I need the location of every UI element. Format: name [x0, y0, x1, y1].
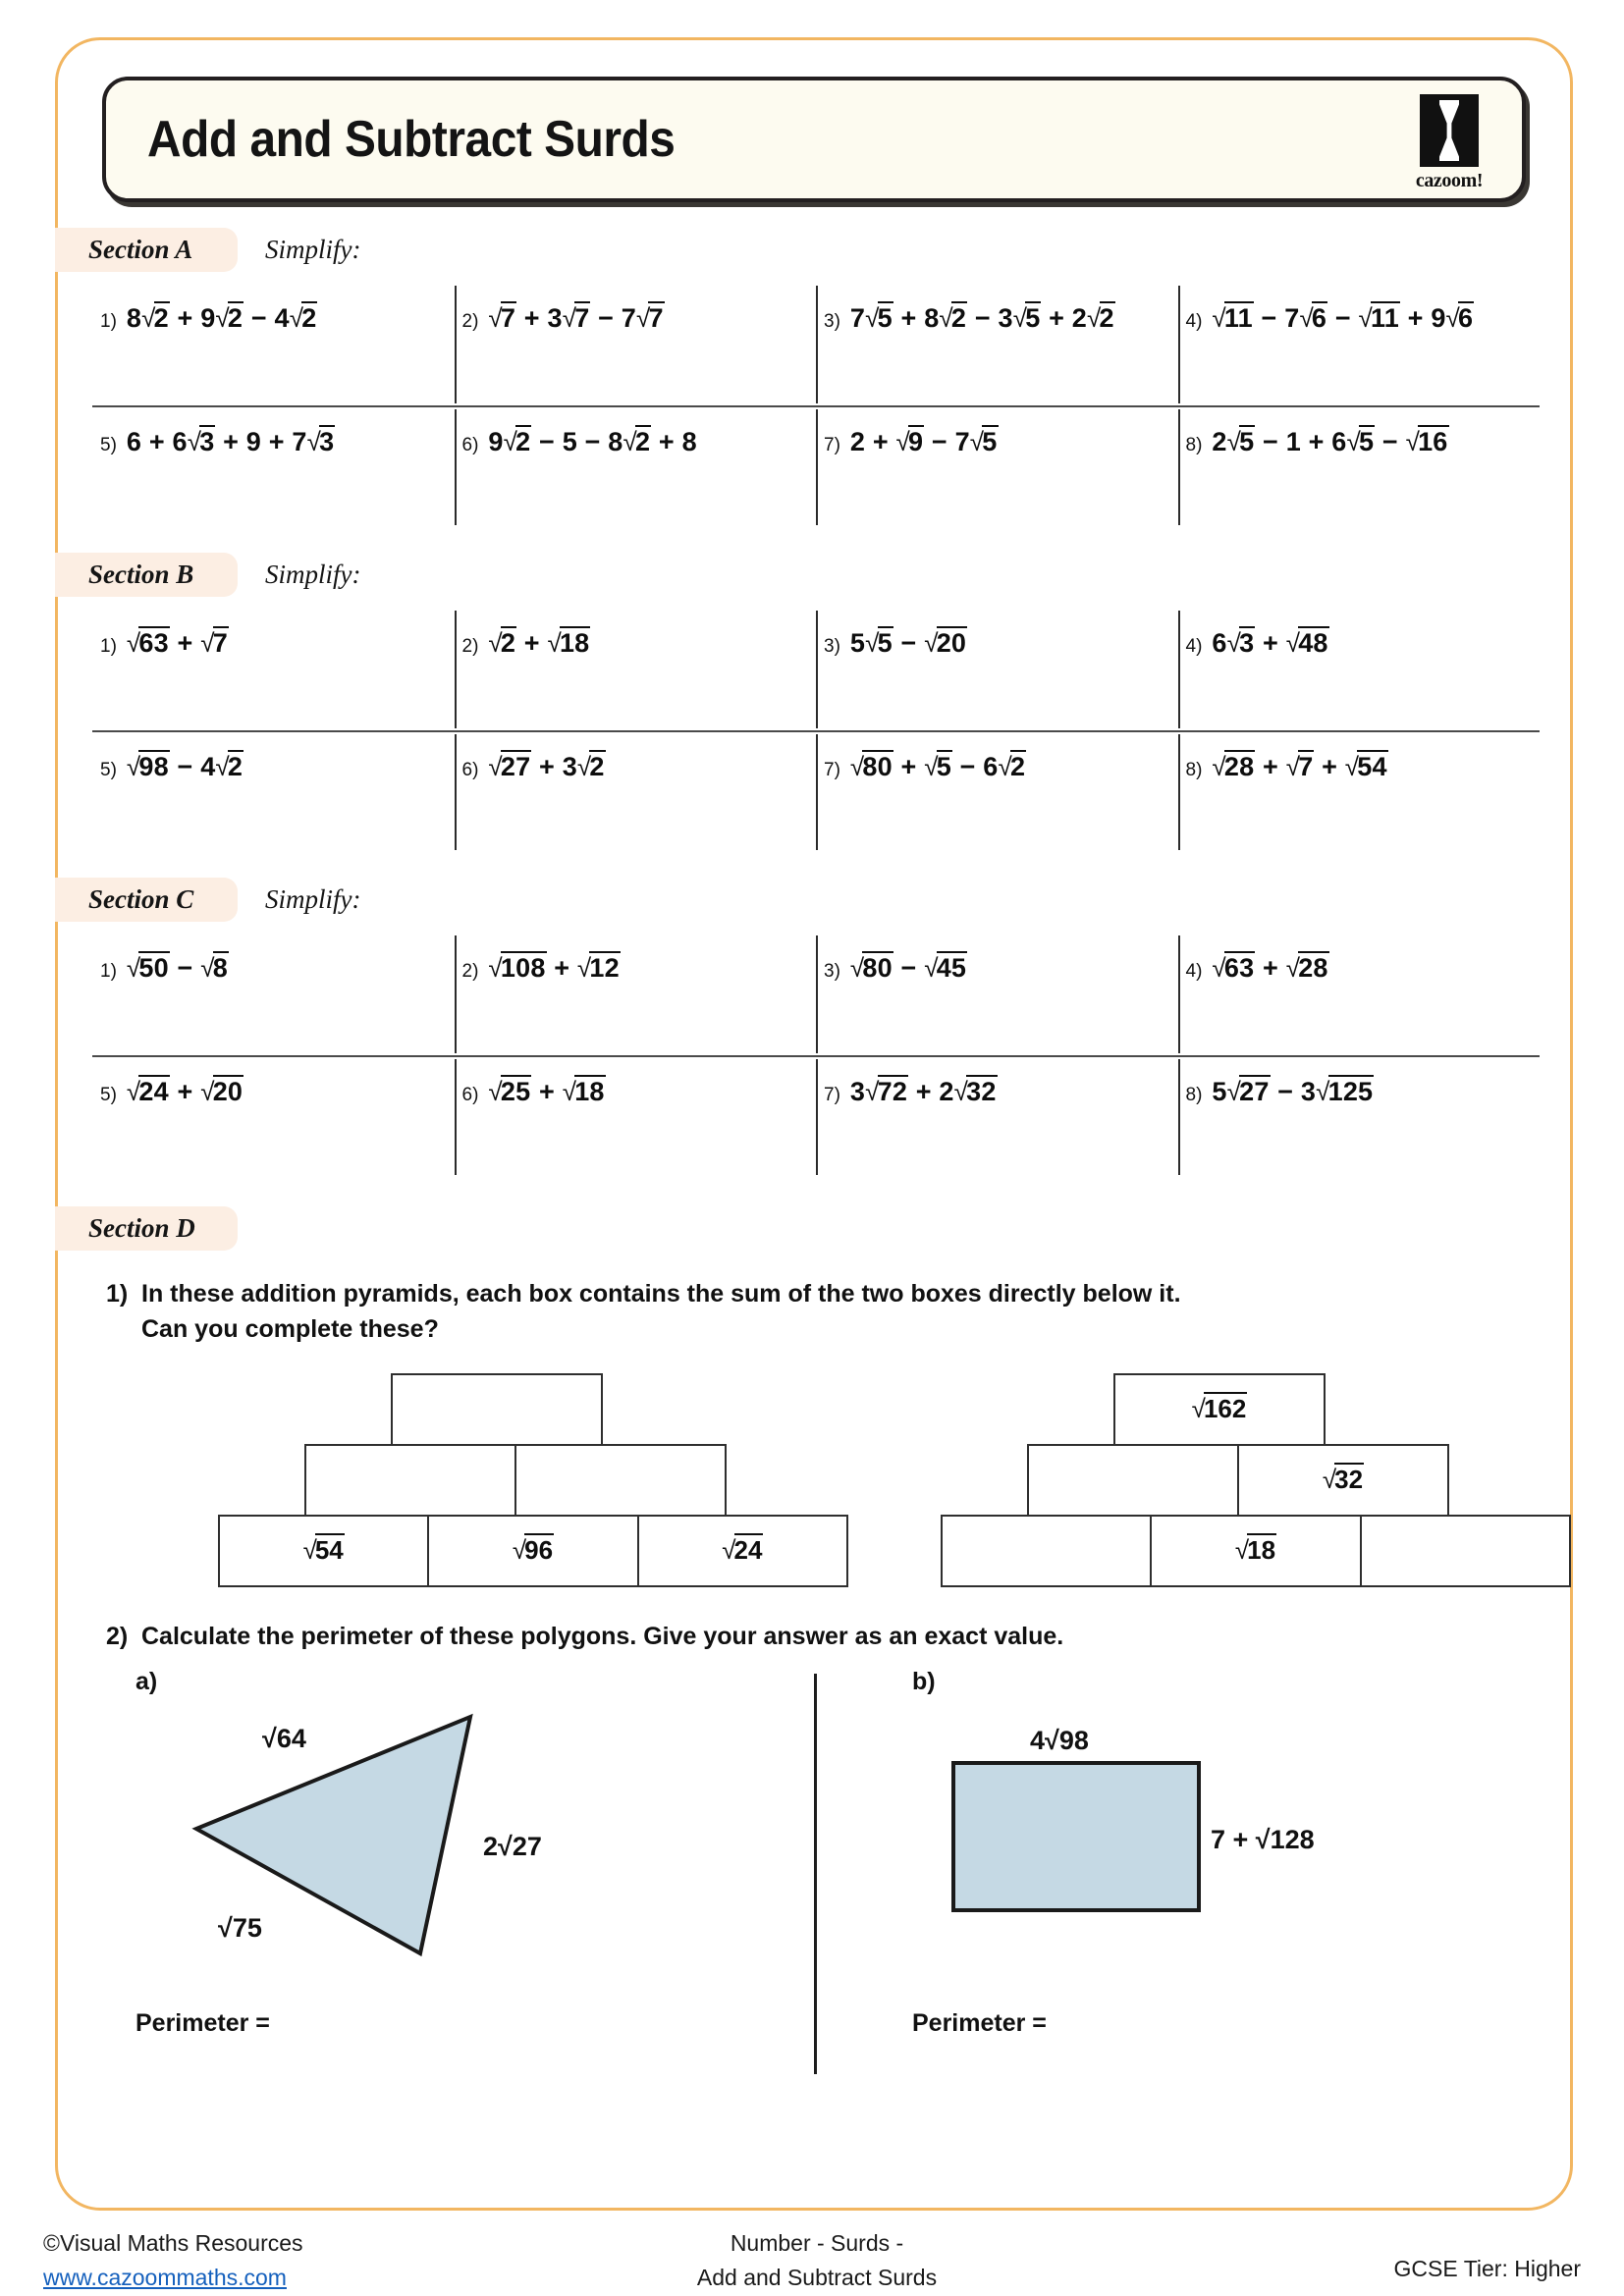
question-number: 6) [461, 760, 479, 780]
question-number: 8) [1185, 435, 1203, 455]
question-cell[interactable] [455, 609, 817, 730]
section-c-questions [92, 934, 1540, 1177]
question-cell[interactable] [816, 609, 1178, 730]
question-number: 4) [1185, 311, 1203, 332]
question-expression: √98 − 4√2 [126, 752, 244, 781]
question-expression: √108 + √12 [488, 953, 620, 983]
question-cell[interactable] [455, 405, 817, 527]
question-cell[interactable] [1178, 284, 1541, 405]
rectangle-diagram [857, 1696, 1544, 1981]
question-expression: 2√5 − 1 + 6√5 − √16 [1212, 427, 1448, 456]
logo-wordmark: cazoom! [1415, 170, 1484, 191]
pyramid-left [218, 1373, 846, 1587]
triangle-side-label-top: √64 [262, 1723, 306, 1753]
pyramid-right [941, 1373, 1569, 1587]
question-expression: √63 + √28 [1212, 953, 1328, 983]
section-b-header [81, 553, 1547, 597]
section-d-question-1 [106, 1276, 1547, 1348]
question-expression: 3√72 + 2√32 [849, 1077, 997, 1106]
pyramid-cell-bottom[interactable]: √24 [637, 1515, 848, 1587]
question-expression: 9√2 − 5 − 8√2 + 8 [488, 427, 697, 456]
question-number: 2) [461, 636, 479, 657]
question-cell[interactable] [1178, 405, 1541, 527]
section-a-title: Section A [55, 228, 238, 272]
question-expression: √50 − √8 [126, 953, 228, 983]
pyramid-cell-top[interactable]: √162 [1113, 1373, 1326, 1446]
triangle-diagram [81, 1696, 768, 1981]
question-cell[interactable] [816, 730, 1178, 852]
question-number: 5) [100, 1085, 117, 1105]
section-a-questions [92, 284, 1540, 527]
question-number: 7) [824, 760, 840, 780]
shape-a-container [81, 1668, 814, 2002]
question-number: 6) [461, 1085, 479, 1105]
website-link[interactable]: www.cazoommaths.com [43, 2264, 287, 2290]
question-expression: 7√5 + 8√2 − 3√5 + 2√2 [849, 303, 1114, 333]
tier-text: GCSE Tier: Higher [1393, 2256, 1581, 2281]
question-number: 1) [100, 636, 117, 657]
pyramid-cell-bottom[interactable]: √96 [427, 1515, 638, 1587]
question-number: 3) [824, 961, 840, 982]
copyright-text: ©Visual Maths Resources [43, 2230, 303, 2256]
question-cell[interactable] [816, 284, 1178, 405]
triangle-side-label-right: 2√27 [483, 1831, 542, 1861]
question-cell[interactable] [92, 1055, 455, 1177]
question-number: 7) [824, 435, 840, 455]
question-cell[interactable] [816, 405, 1178, 527]
cazoom-logo [1402, 94, 1496, 196]
pyramid-cell-top[interactable] [391, 1373, 603, 1446]
question-cell[interactable] [92, 730, 455, 852]
section-a-header [81, 228, 1547, 272]
question-expression: √80 − √45 [849, 953, 967, 983]
question-cell[interactable] [455, 284, 817, 405]
question-expression: √25 + √18 [488, 1077, 605, 1106]
question-expression: 6 + 6√3 + 9 + 7√3 [126, 427, 335, 456]
question-number: 2) [461, 311, 479, 332]
section-a-instruction: Simplify: [265, 235, 361, 264]
question-expression: 6√3 + √48 [1212, 628, 1328, 658]
pyramid-cell-bottom[interactable]: √54 [218, 1515, 429, 1587]
question-cell[interactable] [455, 934, 817, 1055]
pyramid-cell-middle[interactable]: √32 [1237, 1444, 1449, 1517]
question-cell[interactable] [455, 730, 817, 852]
question-number: 5) [100, 760, 117, 780]
addition-pyramids [218, 1373, 1547, 1587]
question-cell[interactable] [1178, 934, 1541, 1055]
question-number: 5) [100, 435, 117, 455]
rectangle-side-label-top: 4√98 [1030, 1725, 1089, 1755]
question-expression: √27 + 3√2 [488, 752, 605, 781]
section-d-question-2 [106, 1619, 1547, 1654]
question-number: 8) [1185, 760, 1203, 780]
rectangle-side-label-right: 7 + √128 [1211, 1824, 1315, 1854]
section-b-title: Section B [55, 553, 238, 597]
perimeter-prompt-b[interactable]: Perimeter = [912, 2008, 1047, 2037]
question-cell[interactable] [92, 284, 455, 405]
question-expression: √2 + √18 [488, 628, 590, 658]
perimeter-prompt-a[interactable]: Perimeter = [135, 2008, 270, 2037]
question-number: 1) [100, 961, 117, 982]
question-expression: 5√5 − √20 [849, 628, 967, 658]
question-expression: 8√2 + 9√2 − 4√2 [126, 303, 317, 333]
question-expression: √28 + √7 + √54 [1212, 752, 1387, 781]
hourglass-icon [1420, 94, 1479, 167]
question-cell[interactable] [816, 934, 1178, 1055]
question-cell[interactable] [1178, 609, 1541, 730]
pyramid-instruction-line2: Can you complete these? [141, 1315, 439, 1344]
question-number: 4) [1185, 961, 1203, 982]
question-number: 4) [1185, 636, 1203, 657]
question-number: 6) [461, 435, 479, 455]
topic-line-1: Number - Surds - [730, 2230, 904, 2256]
pyramid-cell-bottom[interactable]: √18 [1150, 1515, 1361, 1587]
question-cell[interactable] [816, 1055, 1178, 1177]
worksheet-title-bar [102, 77, 1526, 202]
question-expression: √11 − 7√6 − √11 + 9√6 [1212, 303, 1474, 333]
question-expression: √63 + √7 [126, 628, 228, 658]
question-cell[interactable] [92, 405, 455, 527]
question-number: 2) [461, 961, 479, 982]
shape-b-container [814, 1668, 1547, 2002]
question-cell[interactable] [92, 934, 455, 1055]
section-b-instruction: Simplify: [265, 560, 361, 589]
question-number: 1) [100, 311, 117, 332]
perimeter-instruction: Calculate the perimeter of these polygons. Give your answer as an exact value. [141, 1622, 1064, 1650]
question-number: 8) [1185, 1085, 1203, 1105]
pyramid-cell-bottom[interactable] [1360, 1515, 1571, 1587]
question-cell[interactable] [1178, 1055, 1541, 1177]
topic-line-2: Add and Subtract Surds [696, 2264, 938, 2290]
question-expression: √24 + √20 [126, 1077, 244, 1106]
question-expression: 2 + √9 − 7√5 [849, 427, 998, 456]
triangle-side-label-bottom: √75 [218, 1912, 262, 1943]
pyramid-cell-bottom[interactable] [941, 1515, 1152, 1587]
section-c-header [81, 878, 1547, 922]
question-cell[interactable] [92, 609, 455, 730]
section-c-instruction: Simplify: [265, 884, 361, 914]
question-cell[interactable] [455, 1055, 817, 1177]
section-b-questions [92, 609, 1540, 852]
section-d-header [81, 1206, 1547, 1251]
worksheet-body [55, 37, 1573, 2211]
question-number: 3) [824, 311, 840, 332]
question-number: 2) [106, 1622, 129, 1650]
shape-a-label: a) [135, 1667, 158, 1695]
polygon-shapes [81, 1668, 1547, 2002]
question-expression: √80 + √5 − 6√2 [849, 752, 1026, 781]
section-d-title: Section D [55, 1206, 238, 1251]
pyramid-cell-middle[interactable] [514, 1444, 727, 1517]
pyramid-cell-middle[interactable] [1027, 1444, 1239, 1517]
pyramid-instruction-line1: In these addition pyramids, each box contains the sum of the two boxes directly below it. [141, 1280, 1181, 1308]
rectangle-shape [953, 1763, 1199, 1910]
question-number: 3) [824, 636, 840, 657]
page-footer [0, 2226, 1624, 2294]
page-title: Add and Subtract Surds [147, 111, 676, 168]
question-cell[interactable] [1178, 730, 1541, 852]
section-c-title: Section C [55, 878, 238, 922]
pyramid-cell-middle[interactable] [304, 1444, 516, 1517]
question-number: 1) [106, 1280, 129, 1308]
question-number: 7) [824, 1085, 840, 1105]
question-expression: 5√27 − 3√125 [1212, 1077, 1374, 1106]
shape-b-label: b) [912, 1667, 936, 1695]
question-expression: √7 + 3√7 − 7√7 [488, 303, 664, 333]
